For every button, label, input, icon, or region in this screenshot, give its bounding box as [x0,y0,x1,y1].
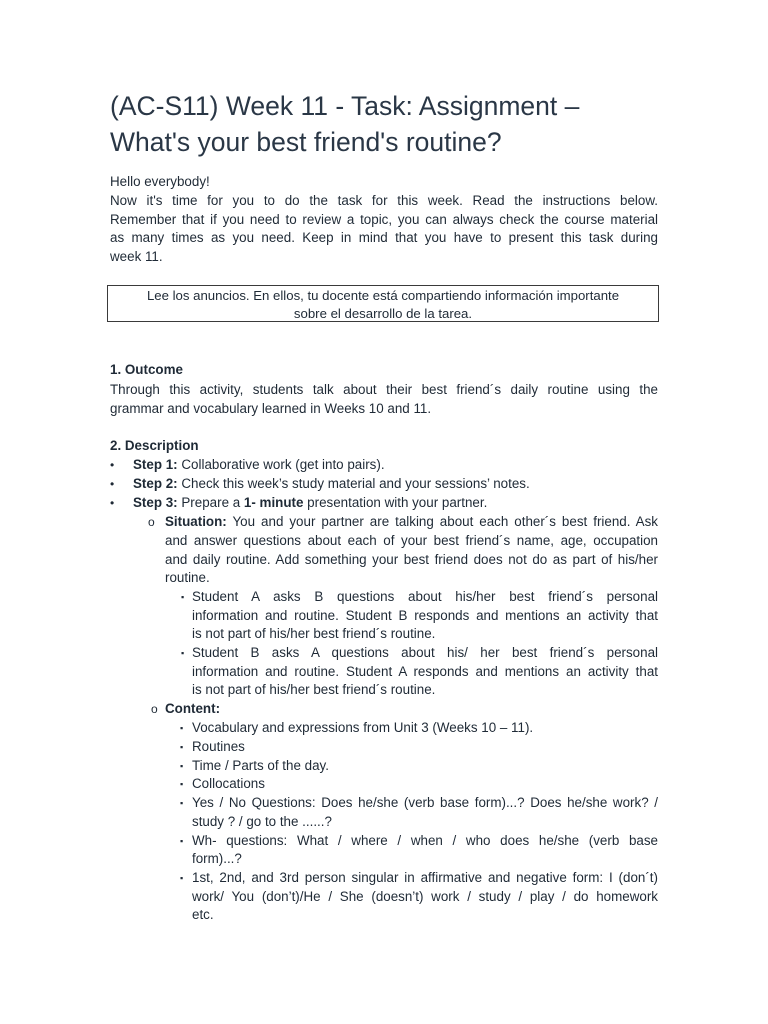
square-bullet-icon: ▪ [180,761,184,771]
content-label: Content: [165,701,221,716]
content-item: etc. [192,907,214,922]
step-3-pre: Prepare a [177,495,244,510]
step-2-label: Step 2: [133,476,178,491]
content-heading [165,700,220,719]
content-item: Routines [192,739,245,754]
notice-line: sobre el desarrollo de la tarea. [293,305,473,321]
step-1-label: Step 1: [133,457,178,472]
outcome-line: grammar and vocabulary learned in Weeks 10 and 11. [110,400,432,416]
step-2-text: Check this week’s study material and your sessions’ notes. [177,476,530,491]
square-bullet-icon: ▪ [180,779,184,789]
situation-line: routine. [165,570,210,585]
situation-label: Situation: [165,514,227,529]
situation-line: and daily routine. Add something your best friend does not do as part of his/her [165,552,658,567]
intro-line: week 11. [110,249,163,265]
step-2 [133,475,530,494]
content-item: form)...? [192,851,242,866]
outcome-line: Through this activity, students talk about their best friend´s daily routine using the [110,382,658,397]
student-b-line: Student B asks A questions about his/ her best friend´s personal [192,645,658,660]
intro-line: Hello everybody! [110,174,210,189]
situation-line [165,513,658,532]
step-1 [133,456,385,475]
step-3-post: presentation with your partner. [303,495,488,510]
square-bullet-icon: ▪ [180,742,184,752]
content-item: Wh- questions: What / where / when / who does he/she (verb base [192,833,658,848]
bullet-icon: • [110,458,115,472]
content-item: study ? / go to the ......? [192,814,332,829]
content-item: 1st, 2nd, and 3rd person singular in affirmative and negative form: I (don´t) [192,870,658,885]
square-bullet-icon: ▪ [180,723,184,733]
title-line-2: What's your best friend's routine? [110,127,502,157]
square-bullet-icon: ▪ [181,592,185,602]
square-bullet-icon: ▪ [180,798,184,808]
bullet-icon: • [110,477,115,491]
student-a-line: is not part of his/her best friend´s routine. [192,626,436,641]
circle-bullet-icon: o [148,515,155,529]
student-b-line: information and routine. Student A responds and mentions an activity that [192,664,658,679]
student-a-line: information and routine. Student B responds and mentions an activity that [192,608,658,623]
intro-paragraph [110,173,658,267]
outcome-heading: 1. Outcome [110,362,183,377]
content-item: Yes / No Questions: Does he/she (verb base form)...? Does he/she work? / [192,795,658,810]
outcome-paragraph [110,381,658,419]
content-item: Collocations [192,776,265,791]
notice-line: Lee los anuncios. En ellos, tu docente está compartiendo información importante [146,288,620,303]
content-item: Time / Parts of the day. [192,758,329,773]
situation-text: You and your partner are talking about each other´s best friend. Ask [226,514,658,529]
intro-line: as many times as you need. Keep in mind that you have to present this task during [110,230,658,246]
situation-line: and answer questions about each of your best friend´s name, age, occupation [165,533,658,548]
student-a-line: Student A asks B questions about his/her best friend´s personal [192,589,658,604]
description-heading: 2. Description [110,438,199,453]
step-3 [133,494,487,513]
student-b-line: is not part of his/her best friend´s routine. [192,682,436,697]
square-bullet-icon: ▪ [180,836,184,846]
intro-line: Remember that if you need to review a topic, you can always check the course material [110,211,658,227]
intro-line: Now it's time for you to do the task for this week. Read the instructions below. [110,192,658,208]
page-title [110,88,670,160]
bullet-icon: • [110,496,115,510]
title-line-1: (AC-S11) Week 11 - Task: Assignment – [110,91,580,121]
square-bullet-icon: ▪ [180,873,184,883]
circle-bullet-icon: o [151,702,158,716]
step-3-label: Step 3: [133,495,178,510]
step-3-bold: 1- minute [243,495,304,510]
content-item: work/ You (don’t)/He / She (doesn’t) work / study / play / do homework [192,889,658,904]
step-1-text: Collaborative work (get into pairs). [177,457,385,472]
square-bullet-icon: ▪ [181,648,185,658]
content-item: Vocabulary and expressions from Unit 3 (Weeks 10 – 11). [192,720,534,735]
notice-box [107,285,659,322]
